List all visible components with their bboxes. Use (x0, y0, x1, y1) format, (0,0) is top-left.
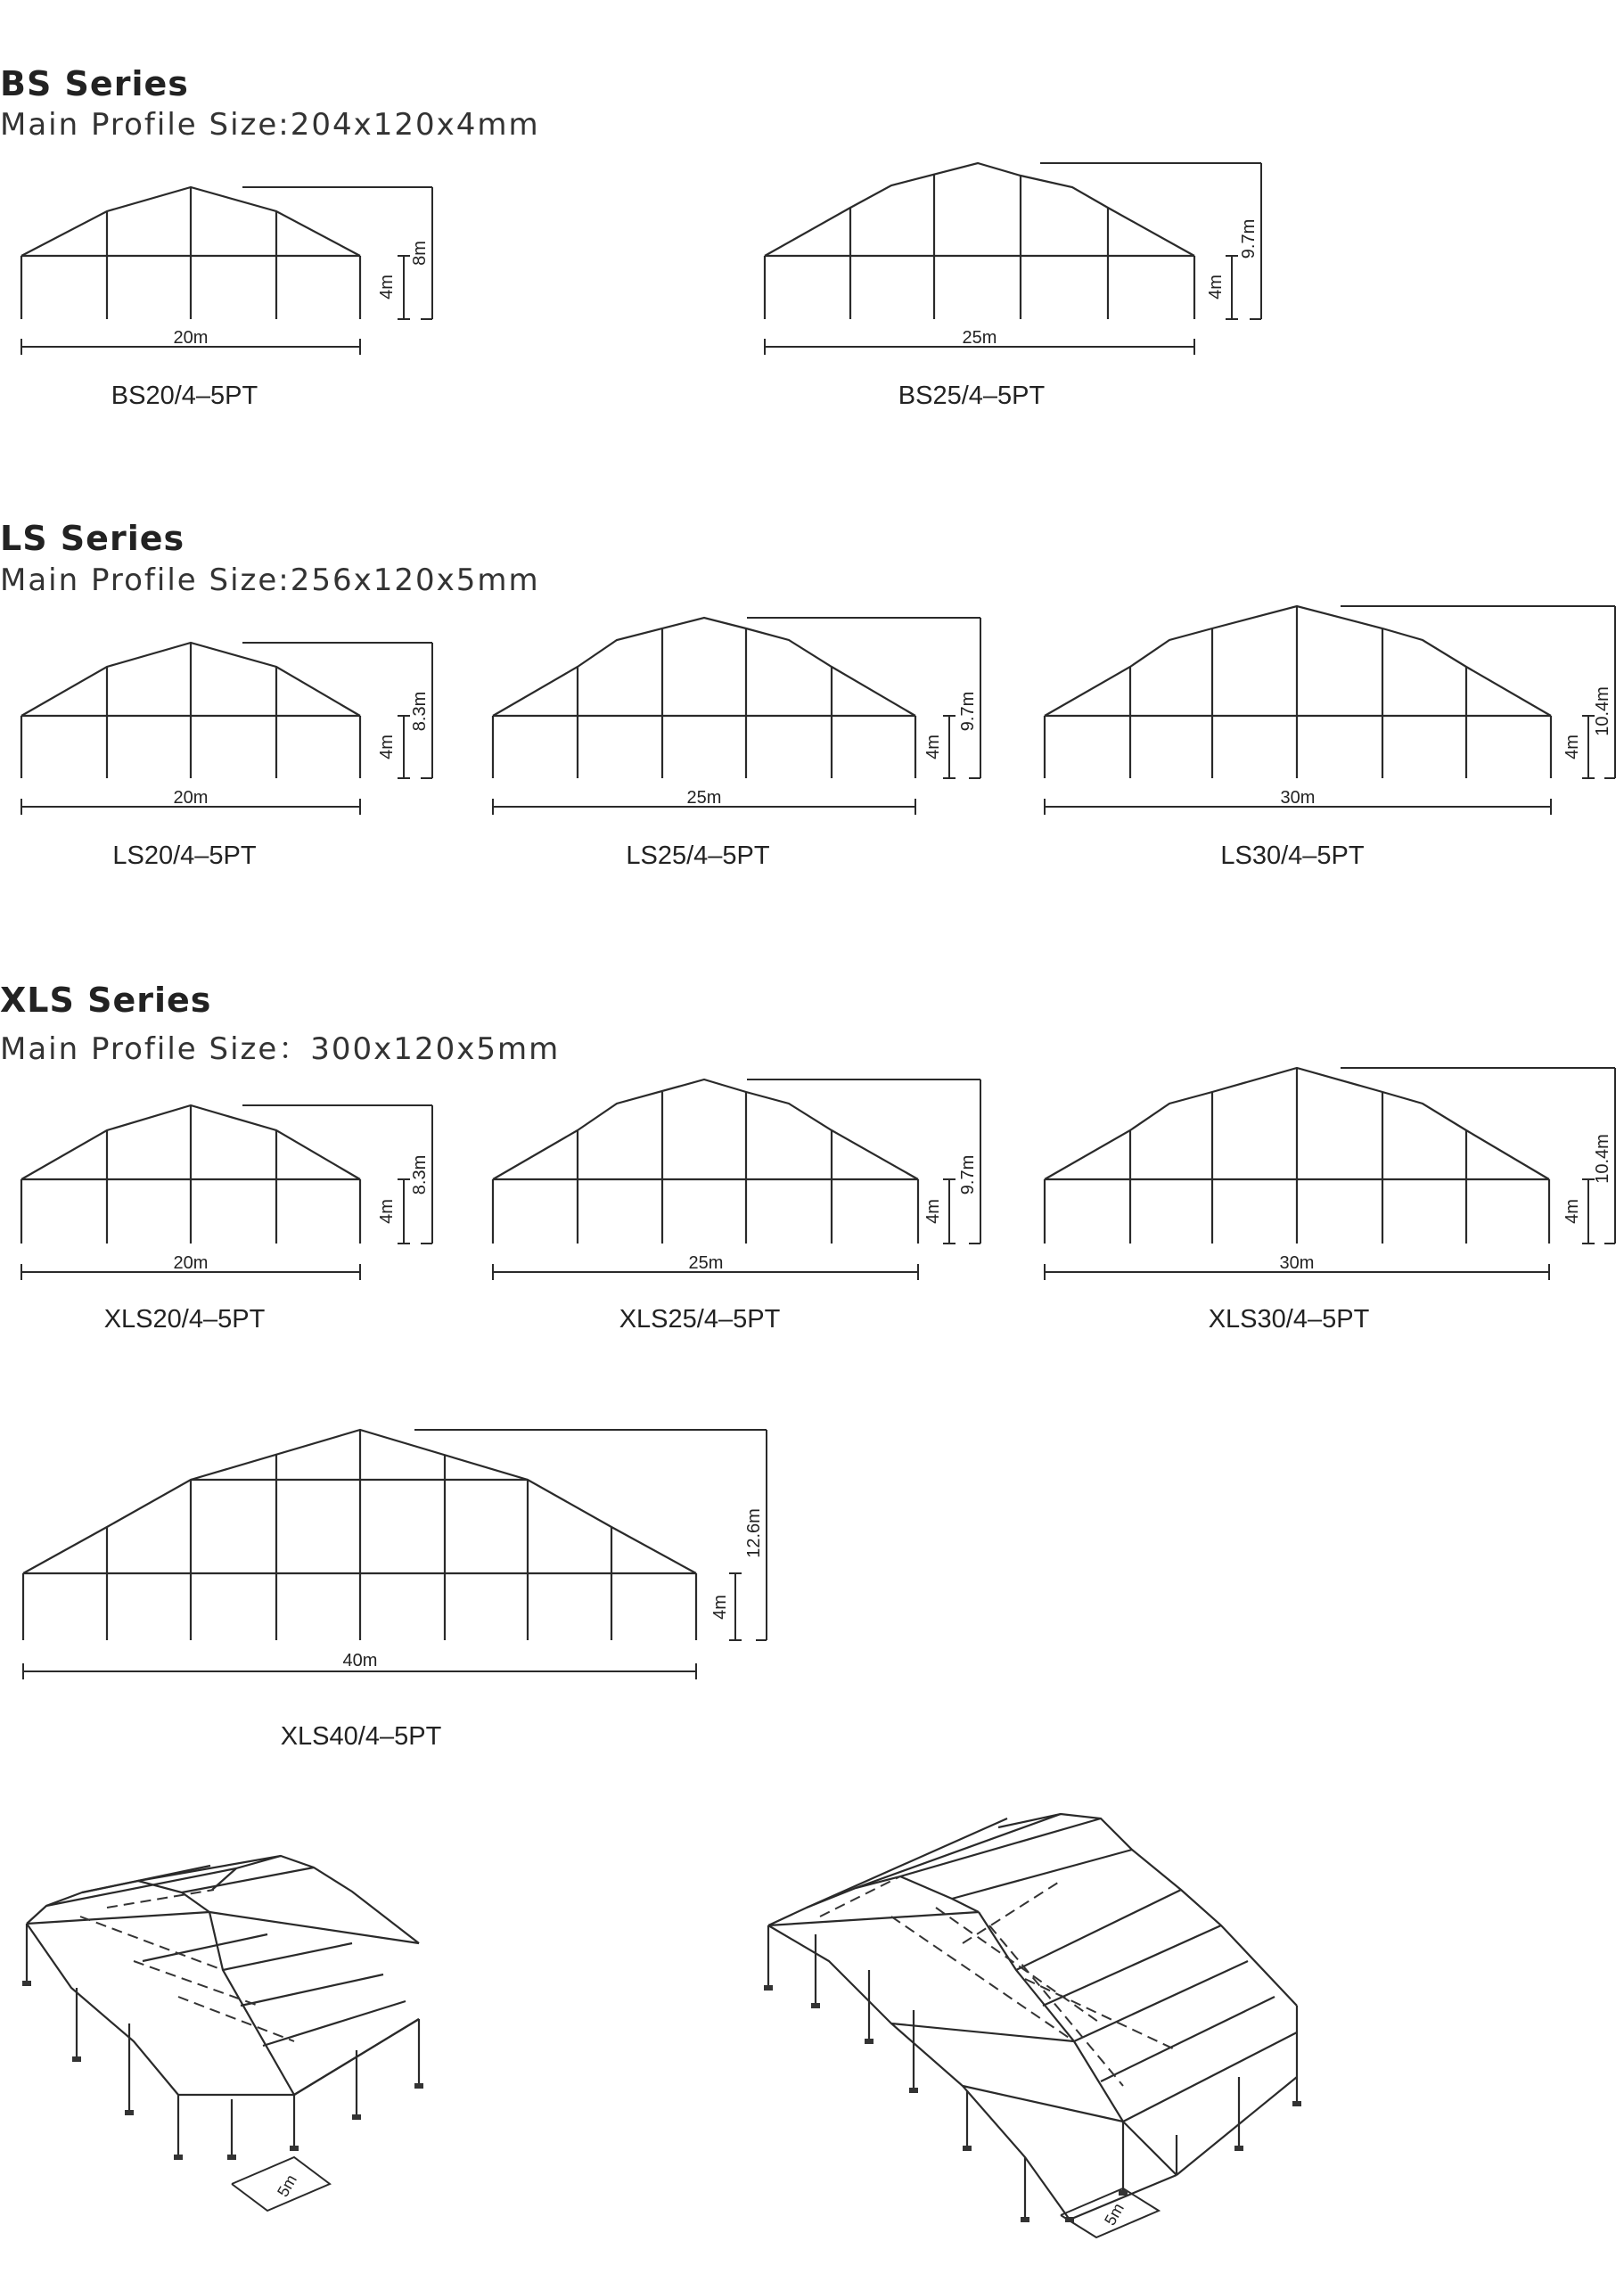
ridge-height-label-xls25: 9.7m (958, 1154, 978, 1195)
bay-label-large: 5m (1101, 2200, 1128, 2229)
ridge-height-label-ls25: 9.7m (958, 691, 978, 732)
tent-elevation-bs20 (21, 187, 432, 355)
ridge-height-label-ls20: 8.3m (410, 691, 430, 732)
tent-elevation-ls30 (1045, 606, 1615, 815)
eave-height-label-bs20: 4m (377, 275, 397, 300)
tent-elevation-bs25 (765, 163, 1261, 355)
xls-profile-size: Main Profile Size：300x120x5mm (0, 1031, 561, 1067)
tent-elevation-ls25 (493, 618, 980, 815)
bs-series-title: BS Series (0, 64, 189, 103)
tent-elevation-xls40 (23, 1430, 767, 1679)
span-label-xls40: 40m (342, 1651, 378, 1670)
ridge-height-label-xls40: 12.6m (744, 1508, 764, 1558)
span-label-bs20: 20m (173, 328, 209, 348)
model-label-xls20: XLS20/4–5PT (103, 1305, 266, 1334)
eave-height-label-xls20: 4m (377, 1199, 397, 1224)
model-label-xls30: XLS30/4–5PT (1208, 1305, 1370, 1334)
model-label-ls30: LS30/4–5PT (1220, 841, 1365, 870)
model-label-ls20: LS20/4–5PT (112, 841, 257, 870)
model-label-ls25: LS25/4–5PT (626, 841, 770, 870)
ridge-height-label-ls30: 10.4m (1593, 686, 1612, 736)
model-label-bs20: BS20/4–5PT (111, 382, 258, 410)
ridge-height-label-xls30: 10.4m (1593, 1134, 1612, 1184)
span-label-ls25: 25m (686, 788, 722, 808)
eave-height-label-ls20: 4m (377, 735, 397, 759)
ridge-height-label-bs25: 9.7m (1239, 218, 1259, 259)
span-label-bs25: 25m (962, 328, 997, 348)
bs-profile-size: Main Profile Size:204x120x4mm (0, 107, 540, 143)
model-label-xls25: XLS25/4–5PT (619, 1305, 781, 1334)
model-label-xls40: XLS40/4–5PT (280, 1722, 442, 1751)
tent-elevation-xls20 (21, 1105, 432, 1280)
tent-elevation-ls20 (21, 643, 432, 815)
eave-height-label-bs25: 4m (1206, 275, 1226, 300)
span-label-xls30: 30m (1279, 1253, 1315, 1273)
xls-series-title: XLS Series (0, 981, 212, 1020)
eave-height-label-xls40: 4m (710, 1595, 730, 1620)
eave-height-label-ls25: 4m (923, 735, 943, 759)
bay-label-small: 5m (274, 2171, 300, 2200)
span-label-xls20: 20m (173, 1253, 209, 1273)
tent-isometric-view-small (22, 1856, 423, 2211)
tent-elevation-xls25 (493, 1079, 980, 1280)
eave-height-label-xls25: 4m (923, 1199, 943, 1224)
ls-profile-size: Main Profile Size:256x120x5mm (0, 562, 540, 598)
tent-elevation-xls30 (1045, 1068, 1615, 1280)
span-label-ls30: 30m (1280, 788, 1316, 808)
eave-height-label-xls30: 4m (1562, 1199, 1582, 1224)
span-label-ls20: 20m (173, 788, 209, 808)
eave-height-label-ls30: 4m (1562, 735, 1582, 759)
tent-isometric-view-large (764, 1814, 1301, 2237)
ls-series-title: LS Series (0, 519, 185, 558)
span-label-xls25: 25m (688, 1253, 724, 1273)
ridge-height-label-bs20: 8m (410, 241, 430, 266)
ridge-height-label-xls20: 8.3m (410, 1154, 430, 1195)
model-label-bs25: BS25/4–5PT (898, 382, 1046, 410)
